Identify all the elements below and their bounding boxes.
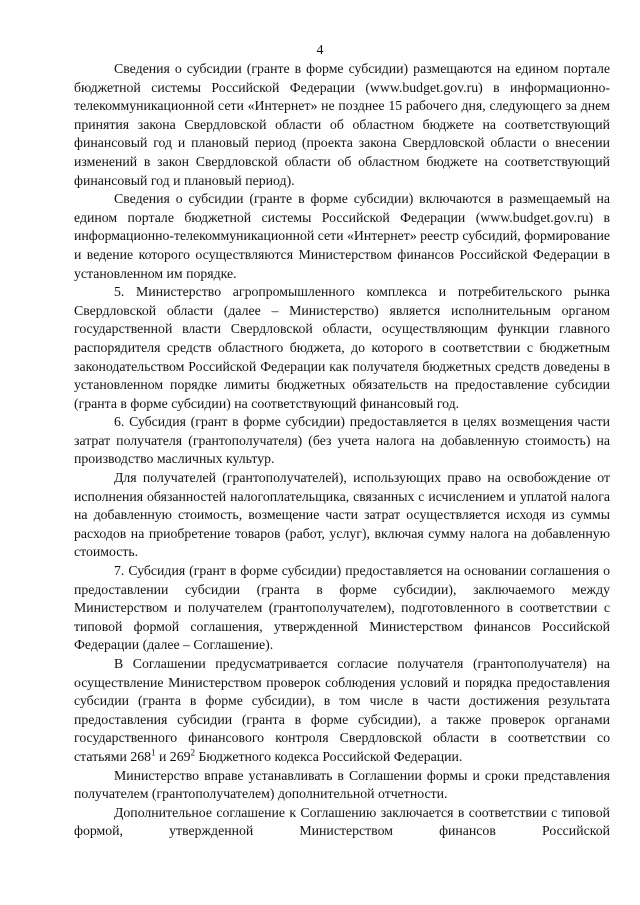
paragraph-7-text: В Соглашении предусматривается согласие получателя (грантополучателя) на осуществление Министерством проверок соблюдения условий и порядка предоставления субсидии (гранта в форме субсидии), в том числе в части достижения результата предоставления субсидии (гранта в форме субсидии), а также проверок органами государственного финансового контроля Свердловской области в соответствии со статьями 268 <box>74 656 610 764</box>
superscript-1: 1 <box>151 747 156 758</box>
paragraph-7-mid: и 269 <box>155 748 191 764</box>
paragraph-7-tail: Бюджетного кодекса Российской Федерации. <box>195 748 463 764</box>
superscript-2: 2 <box>190 747 195 758</box>
page-number: 4 <box>316 43 324 58</box>
document-body <box>74 60 610 841</box>
paragraph-1: Сведения о субсидии (гранте в форме субсидии) размещаются на едином портале бюджетной системы Российской Федерации (www.budget.gov.ru) в информационно-телекоммуникационной сети «Интернет» не позднее 15 рабочего дня, следующего за днем принятия закона Свердловской области об областном бюджете на соответствующий финансовый год и плановый период (проекта закона Свердловской области о внесении изменений в закон Свердловской области об областном бюджете на соответствующий финансовый год и плановый период). <box>74 61 610 188</box>
paragraph-3: 5. Министерство агропромышленного комплекса и потребительского рынка Свердловской области (далее – Министерство) является исполнительным органом государственной власти Свердловской области, осуществляющим функции главного распорядителя средств областного бюджета, до которого в соответствии с бюджетным законодательством Российской Федерации как получателя бюджетных средств доведены в установленном порядке лимиты бюджетных обязательств на предоставление субсидии (гранта в форме субсидии) на соответствующий финансовый год. <box>74 284 610 411</box>
paragraph-7 <box>74 655 610 767</box>
paragraph-9: Дополнительное соглашение к Соглашению заключается в соответствии с типовой формой, утвержденной Министерством финансов Российской <box>74 804 610 839</box>
paragraph-8: Министерство вправе устанавливать в Соглашении формы и сроки представления получателем (грантополучателем) дополнительной отчетности. <box>74 767 610 802</box>
paragraph-2: Сведения о субсидии (гранте в форме субсидии) включаются в размещаемый на едином портале бюджетной системы Российской Федерации (www.budget.gov.ru) в информационно-телекоммуникационной сети «Интернет» реестр субсидий, формирование и ведение которого осуществляются Министерством финансов Российской Федерации в установленном им порядке. <box>74 191 610 281</box>
paragraph-6: 7. Субсидия (грант в форме субсидии) предоставляется на основании соглашения о предоставлении субсидии (гранта в форме субсидии), заключаемого между Министерством и получателем (грантополучателем), подготовленного в соответствии с типовой формой соглашения, утвержденной Министерством финансов Российской Федерации (далее – Соглашение). <box>74 563 610 653</box>
paragraph-5: Для получателей (грантополучателей), использующих право на освобождение от исполнения обязанностей налогоплательщика, связанных с исчислением и уплатой налога на добавленную стоимость, возмещение части затрат осуществляется исходя из суммы расходов на приобретение товаров (работ, услуг), включая сумму налога на добавленную стоимость. <box>74 470 610 560</box>
paragraph-4: 6. Субсидия (грант в форме субсидии) предоставляется в целях возмещения части затрат получателя (грантополучателя) (без учета налога на добавленную стоимость) на производство масличных культур. <box>74 414 610 467</box>
